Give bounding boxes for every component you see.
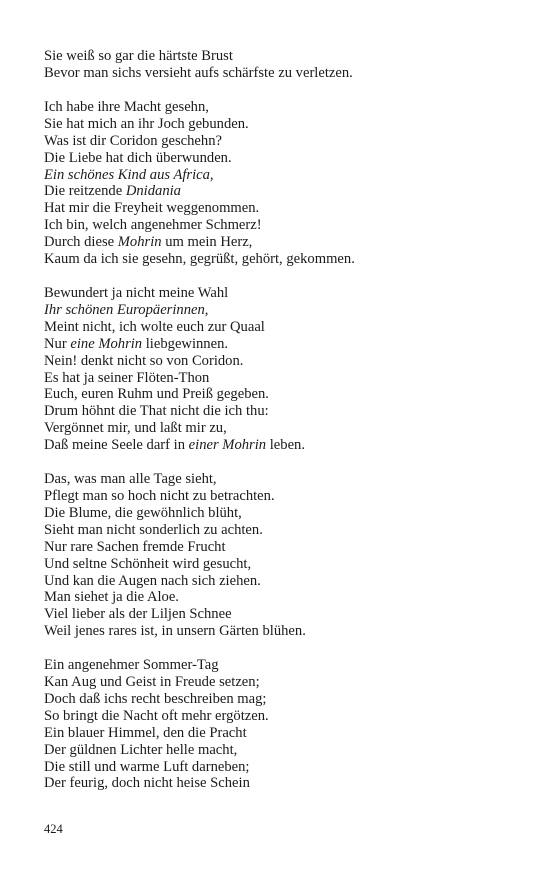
italic-text: Dnidania [125, 183, 181, 200]
poem-line [44, 708, 524, 725]
poem-line [44, 505, 524, 522]
text-span: Es hat ja seiner Flöten-Thon [44, 369, 210, 386]
italic-text: Ihr schönen Europäerinnen, [44, 301, 209, 318]
poem-line [44, 302, 524, 319]
text-span: Ein angenehmer Sommer-Tag [44, 657, 219, 674]
text-span: Hat mir die Freyheit weggenommen. [44, 200, 260, 217]
text-span: liebgewinnen. [142, 335, 229, 352]
stanza [44, 285, 524, 454]
text-span: Bevor man sichs versieht aufs schärfste zu verletzen. [44, 64, 353, 81]
italic-text: eine Mohrin [70, 335, 143, 352]
poem-line [44, 589, 524, 606]
poem-line [44, 285, 524, 302]
stanza [44, 99, 524, 268]
poem-line [44, 133, 524, 150]
text-span: Der feurig, doch nicht heise Schein [44, 775, 250, 792]
poem-line [44, 353, 524, 370]
poem-line [44, 99, 524, 116]
text-span: Die still und warme Luft darneben; [44, 758, 250, 775]
poem-line [44, 403, 524, 420]
text-span: Ich habe ihre Macht gesehn, [44, 98, 209, 115]
text-span: Sie weiß so gar die härtste Brust [44, 48, 233, 64]
poem-line [44, 556, 524, 573]
text-span: Daß meine Seele darf in [44, 437, 189, 454]
poem-line [44, 370, 524, 387]
poem-line [44, 420, 524, 437]
italic-text: Mohrin [117, 234, 162, 251]
text-span: Nein! denkt nicht so von Coridon. [44, 352, 244, 369]
text-span: um mein Herz, [161, 234, 253, 251]
text-span: Weil jenes rares ist, in unsern Gärten blühen. [44, 623, 306, 640]
poem-line [44, 150, 524, 167]
text-span: Nur rare Sachen fremde Frucht [44, 538, 226, 555]
text-span: Viel lieber als der Liljen Schnee [44, 606, 232, 623]
text-span: Pflegt man so hoch nicht zu betrachten. [44, 488, 275, 505]
poem-line [44, 742, 524, 759]
poem-line [44, 48, 524, 65]
poem-line [44, 725, 524, 742]
poem-line [44, 167, 524, 184]
poem-line [44, 437, 524, 454]
text-span: Vergönnet mir, und laßt mir zu, [44, 420, 227, 437]
poem-line [44, 522, 524, 539]
text-span: Sieht man nicht sonderlich zu achten. [44, 521, 263, 538]
poem-line [44, 539, 524, 556]
text-span: Die reitzende [44, 183, 126, 200]
text-span: Nur [44, 335, 71, 352]
poem-line [44, 65, 524, 82]
text-span: Ein blauer Himmel, den die Pracht [44, 724, 247, 741]
poem-line [44, 488, 524, 505]
text-span: leben. [266, 437, 305, 454]
italic-text: Ein schönes Kind aus Africa, [44, 166, 214, 183]
text-span: Und kan die Augen nach sich ziehen. [44, 572, 261, 589]
poem-line [44, 251, 524, 268]
poem-line [44, 657, 524, 674]
poem-line [44, 217, 524, 234]
poem-line [44, 200, 524, 217]
text-span: Durch diese [44, 234, 118, 251]
text-span: Kan Aug und Geist in Freude setzen; [44, 674, 260, 691]
text-span: Die Blume, die gewöhnlich blüht, [44, 504, 242, 521]
poem-line [44, 759, 524, 776]
text-span: Kaum da ich sie gesehn, gegrüßt, gehört, gekommen. [44, 250, 355, 267]
text-span: Doch daß ichs recht beschreiben mag; [44, 691, 267, 708]
text-span: Und seltne Schönheit wird gesucht, [44, 555, 252, 572]
poem-line [44, 336, 524, 353]
poem-line [44, 775, 524, 792]
poem-line [44, 183, 524, 200]
text-span: Bewundert ja nicht meine Wahl [44, 285, 229, 302]
poem-line [44, 606, 524, 623]
text-span: Was ist dir Coridon geschehn? [44, 132, 222, 149]
text-span: Man siehet ja die Aloe. [44, 589, 179, 606]
poem-line [44, 234, 524, 251]
poem-text [44, 48, 524, 810]
poem-line [44, 674, 524, 691]
text-span: Euch, euren Ruhm und Preiß gegeben. [44, 386, 269, 403]
page-number: 424 [44, 822, 63, 836]
text-span: Der güldnen Lichter helle macht, [44, 741, 238, 758]
poem-line [44, 386, 524, 403]
text-span: Die Liebe hat dich überwunden. [44, 149, 232, 166]
poem-line [44, 471, 524, 488]
text-span: Ich bin, welch angenehmer Schmerz! [44, 217, 262, 234]
italic-text: einer Mohrin [188, 437, 267, 454]
stanza [44, 471, 524, 640]
poem-line [44, 691, 524, 708]
text-span: Das, was man alle Tage sieht, [44, 471, 217, 488]
poem-line [44, 116, 524, 133]
text-span: Meint nicht, ich wolte euch zur Quaal [44, 318, 265, 335]
poem-line [44, 573, 524, 590]
poem-line [44, 319, 524, 336]
text-span: So bringt die Nacht oft mehr ergötzen. [44, 707, 269, 724]
text-span: Sie hat mich an ihr Joch gebunden. [44, 115, 249, 132]
text-span: Drum höhnt die That nicht die ich thu: [44, 403, 269, 420]
stanza [44, 48, 524, 82]
poem-line [44, 623, 524, 640]
stanza [44, 657, 524, 792]
